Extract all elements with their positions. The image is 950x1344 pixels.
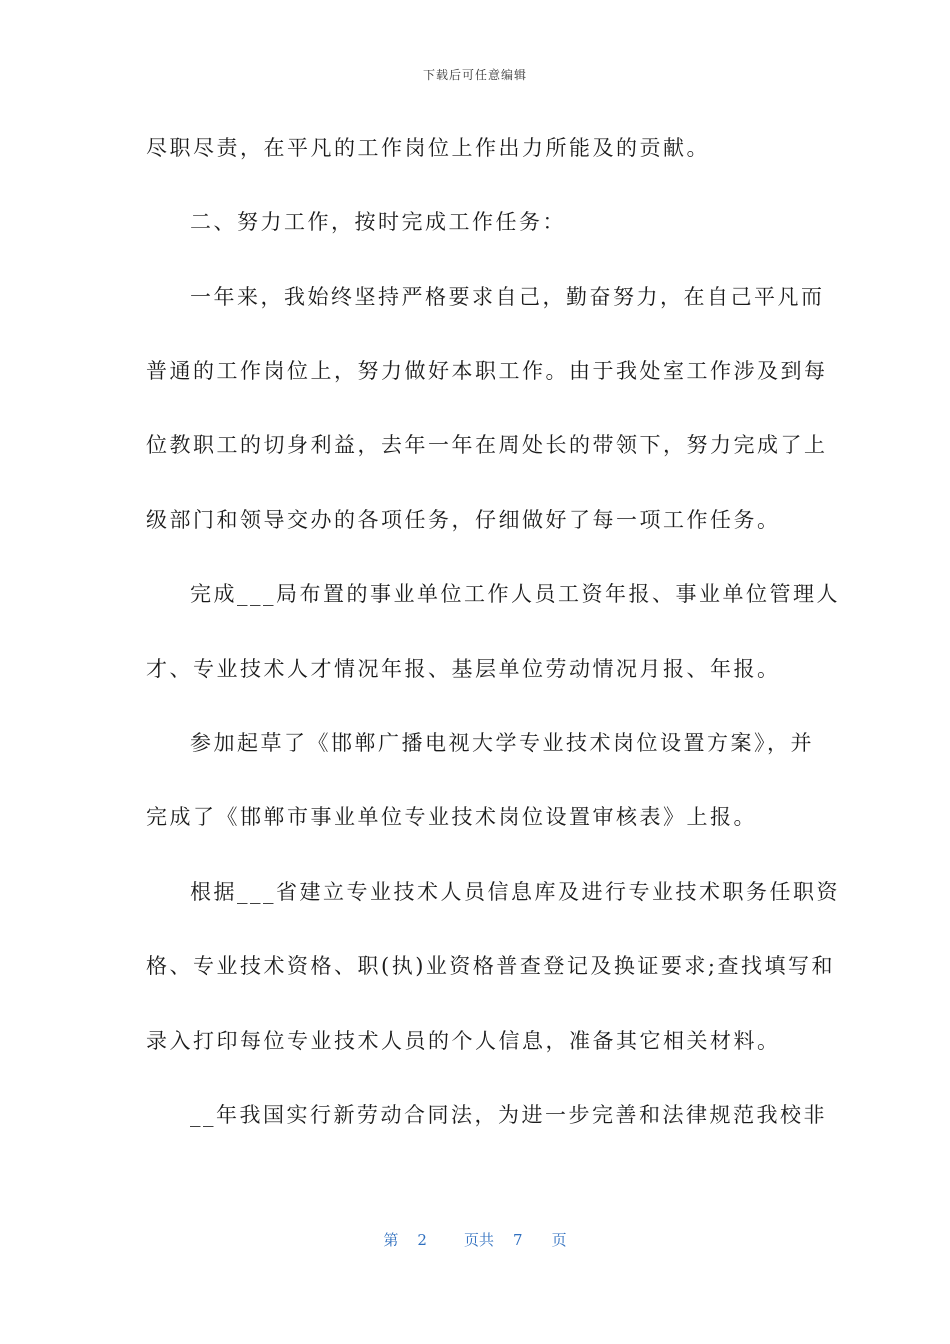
body-line-3: 一年来，我始终坚持严格要求自己，勤奋努力，在自己平凡而	[190, 285, 825, 309]
footer-middle: 页共	[463, 1231, 494, 1249]
body-line-12: 格、专业技术资格、职(执)业资格普查登记及换证要求;查找填写和	[146, 954, 835, 978]
body-line-13: 录入打印每位专业技术人员的个人信息，准备其它相关材料。	[146, 1029, 781, 1053]
body-line-11: 根据___省建立专业技术人员信息库及进行专业技术职务任职资	[190, 880, 840, 904]
body-line-10: 完成了《邯郸市事业单位专业技术岗位设置审核表》上报。	[146, 805, 757, 829]
footer-total-pages: 7	[513, 1231, 523, 1249]
body-line-4: 普通的工作岗位上，努力做好本职工作。由于我处室工作涉及到每	[146, 359, 828, 383]
body-line-7: 完成___局布置的事业单位工作人员工资年报、事业单位管理人	[190, 582, 840, 606]
body-line-14: __年我国实行新劳动合同法，为进一步完善和法律规范我校非	[190, 1103, 827, 1127]
footer-suffix: 页	[551, 1231, 567, 1249]
footer-prefix: 第	[383, 1231, 399, 1249]
body-line-1: 尽职尽责，在平凡的工作岗位上作出力所能及的贡献。	[146, 136, 710, 160]
page-footer	[0, 1229, 950, 1250]
body-line-8: 才、专业技术人才情况年报、基层单位劳动情况月报、年报。	[146, 657, 781, 681]
body-line-9: 参加起草了《邯郸广播电视大学专业技术岗位设置方案》，并	[190, 731, 814, 755]
body-line-2: 二、努力工作，按时完成工作任务：	[190, 210, 566, 234]
body-line-6: 级部门和领导交办的各项任务，仔细做好了每一项工作任务。	[146, 508, 781, 532]
footer-page-number: 2	[417, 1231, 427, 1249]
body-line-5: 位教职工的切身利益，去年一年在周处长的带领下，努力完成了上	[146, 433, 828, 457]
page-header: 下载后可任意编辑	[422, 68, 527, 82]
